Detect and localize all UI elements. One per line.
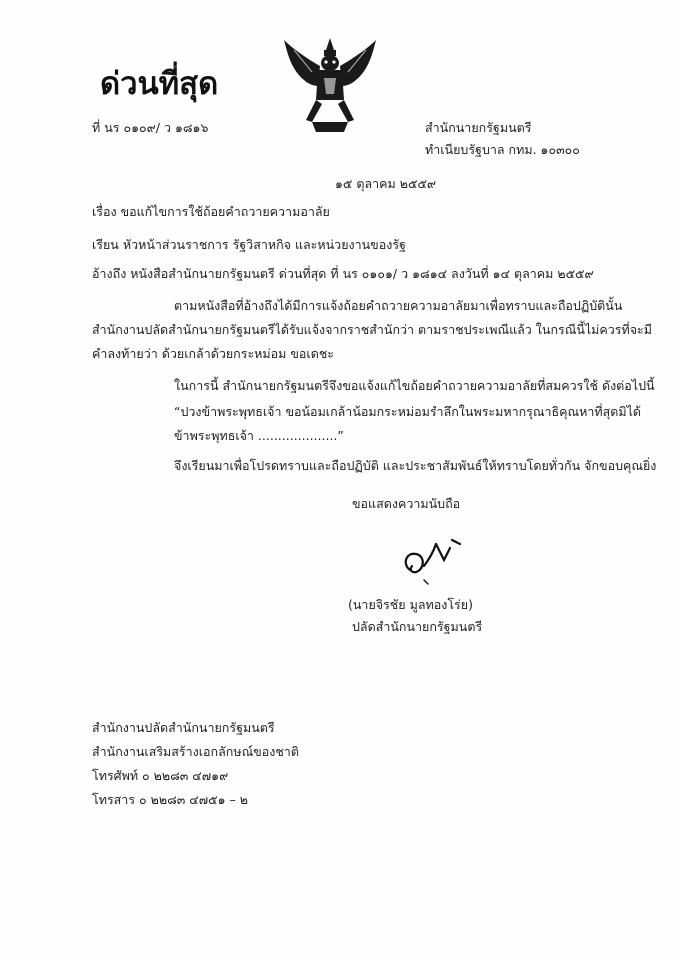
garuda-emblem-icon [282,36,378,136]
body-p2-line2: “ปวงข้าพระพุทธเจ้า ขอน้อมเกล้าน้อมกระหม่อมรำลึกในพระมหากรุณาธิคุณหาที่สุดมิได้ [174,404,641,419]
body-p1-line1: ตามหนังสือที่อ้างถึงได้มีการแจ้งถ้อยคำถวายความอาลัยมาเพื่อทราบและถือปฏิบัตินั้น [174,298,623,313]
body-p2-line1: ในการนี้ สำนักนายกรัฐมนตรีจึงขอแจ้งแก้ไขถ้อยคำถวายความอาลัยที่สมควรใช้ ดังต่อไปนี้ [174,378,655,393]
urgency-heading: ด่วนที่สุด [100,66,219,102]
reference-line: อ้างถึง หนังสือสำนักนายกรัฐมนตรี ด่วนที่สุด ที่ นร ๐๑๐๑/ ว ๑๘๑๔ ลงวันที่ ๑๔ ตุลาคม ๒๕๕๙ [92,266,594,281]
body-p1-line3: คำลงท้ายว่า ด้วยเกล้าด้วยกระหม่อม ขอเดชะ [92,346,335,361]
footer-division: สำนักงานเสริมสร้างเอกลักษณ์ของชาติ [92,744,299,759]
signer-name: (นายจิรชัย มูลทองโร่ย) [348,597,473,612]
body-p1-line2: สำนักงานปลัดสำนักนายกรัฐมนตรีได้รับแจ้งจากราชสำนักว่า ตามราชประเพณีแล้ว ในกรณีนี้ไม่ควรที่จะมี [92,322,653,337]
footer-department: สำนักงานปลัดสำนักนายกรัฐมนตรี [92,720,275,735]
signature [400,530,472,590]
body-p2-line3: ข้าพระพุทธเจ้า ....................” [174,428,344,443]
office-name: สำนักนายกรัฐมนตรี [425,120,532,135]
letter-date: ๑๕ ตุลาคม ๒๕๕๙ [335,176,437,191]
footer-phone: โทรศัพท์ ๐ ๒๒๘๓ ๔๗๑๙ [92,768,229,783]
reference-number: ที่ นร ๐๑๐๙/ ว ๑๘๑๖ [92,120,209,135]
office-address: ทำเนียบรัฐบาล กทม. ๑๐๓๐๐ [425,142,580,157]
footer-fax: โทรสาร ๐ ๒๒๘๓ ๔๗๕๑ – ๒ [92,792,248,807]
recipient-line: เรียน หัวหน้าส่วนราชการ รัฐวิสาหกิจ และหน่วยงานของรัฐ [92,237,406,252]
closing-phrase: ขอแสดงความนับถือ [352,496,461,511]
signer-title: ปลัดสำนักนายกรัฐมนตรี [352,619,483,634]
subject-line: เรื่อง ขอแก้ไขการใช้ถ้อยคำถวายความอาลัย [92,204,330,219]
body-p3: จึงเรียนมาเพื่อโปรดทราบและถือปฏิบัติ และประชาสัมพันธ์ให้ทราบโดยทั่วกัน จักขอบคุณยิ่ง [174,458,657,473]
